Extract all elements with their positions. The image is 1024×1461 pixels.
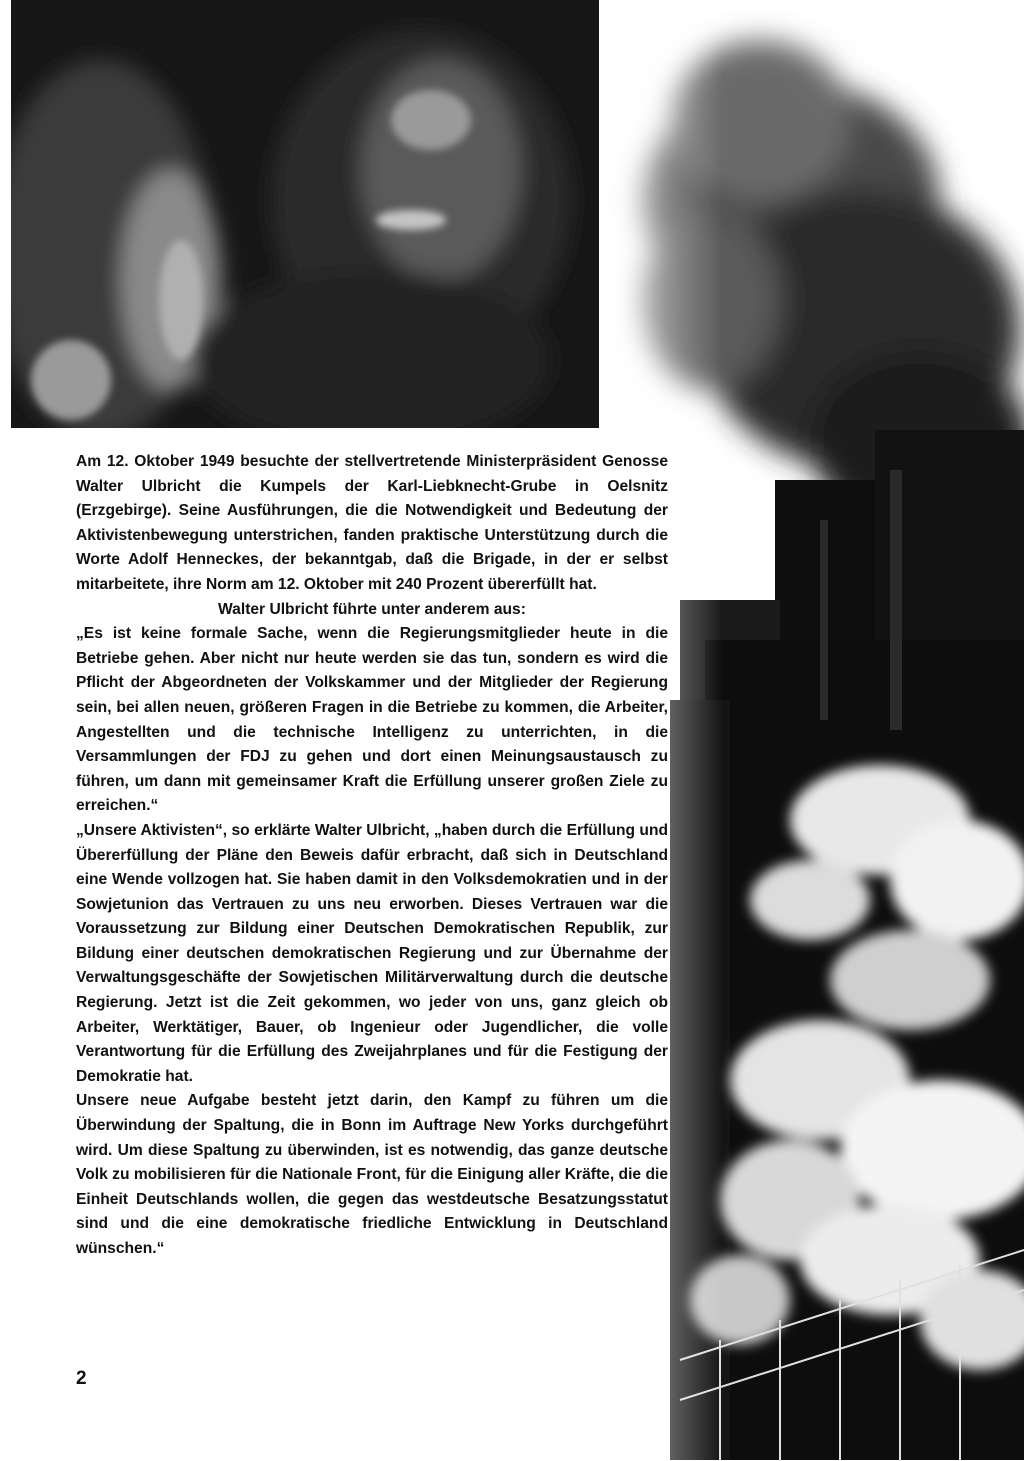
paragraph-lead: Walter Ulbricht führte unter anderem aus:	[218, 600, 526, 618]
paragraph-intro: Am 12. Oktober 1949 besuchte der stellvertretende Ministerpräsident Genosse Walter Ulbricht die Kumpels der Karl-Liebknecht-Grube in Oelsnitz (Erzgebirge). Seine Ausführungen, die die Notwendigkeit und Bedeutung der Aktivistenbewegung unterstrichen, fanden praktische Unterstützung durch die Worte Adolf Henneckes, der bekanntgab, daß die Brigade, in der er selbst mitarbeitete, ihre Norm am 12. Oktober mit 240 Prozent übererfüllt hat.	[76, 453, 668, 593]
paragraph-quote-2: „Unsere Aktivisten“, so erklärte Walter Ulbricht, „haben durch die Erfüllung und Übererfüllung der Pläne den Beweis dafür erbracht, daß sich in Deutschland eine Wende vollzogen hat. Sie haben damit in den Volksdemokratien und in der Sowjetunion das Vertrauen zu uns neu erworben. Dieses Vertrauen war die Voraussetzung zur Bildung einer Deutschen Demokratischen Republik, zur Bildung einer deutschen demokratischen Regierung und zur Übernahme der Verwaltungsgeschäfte der Sowjetischen Militärverwaltung durch die deutsche Regierung. Jetzt ist die Zeit gekommen, wo jeder von uns, ganz gleich ob Arbeiter, Werktätiger, Bauer, ob Ingenieur oder Jugendlicher, die volle Verantwortung für die Erfüllung des Zweijahrplanes und für die Festigung der Demokratie hat.	[76, 821, 668, 1085]
portrait-scene	[11, 0, 599, 428]
paragraph-quote-1: „Es ist keine formale Sache, wenn die Regierungsmitglieder heute in die Betriebe gehen. Aber nicht nur heute werden sie das tun, sondern es wird die Pflicht der Abgeordneten der Volkskammer und der Mitglieder der Regierung sein, bei allen neuen, größeren Fragen in die Betriebe zu kommen, die Arbeiter, Angestellten und die technische Intelligenz zu unterrichten, in die Versammlungen der FDJ zu gehen und dort einen Meinungsaustausch zu führen, um dann mit gemeinsamer Kraft die Erfüllung unserer großen Ziele zu erreichen.“	[76, 625, 668, 815]
article-body	[76, 450, 668, 1262]
paragraph-quote-3: Unsere neue Aufgabe besteht jetzt darin, den Kampf zu führen um die Überwindung der Spaltung, die in Bonn im Auftrage New Yorks durchgeführt wird. Um diese Spaltung zu überwinden, ist es notwendig, das ganze deutsche Volk zu mobilisieren für die Nationale Front, für die Einigung aller Kräfte, die die Einheit Deutschlands wollen, die gegen das westdeutsche Besatzungsstatut sind und die eine demokratische friedliche Entwicklung in Deutschland wünschen.“	[76, 1092, 668, 1257]
page-number: 2	[76, 1368, 87, 1389]
photo-portrait	[11, 0, 599, 428]
